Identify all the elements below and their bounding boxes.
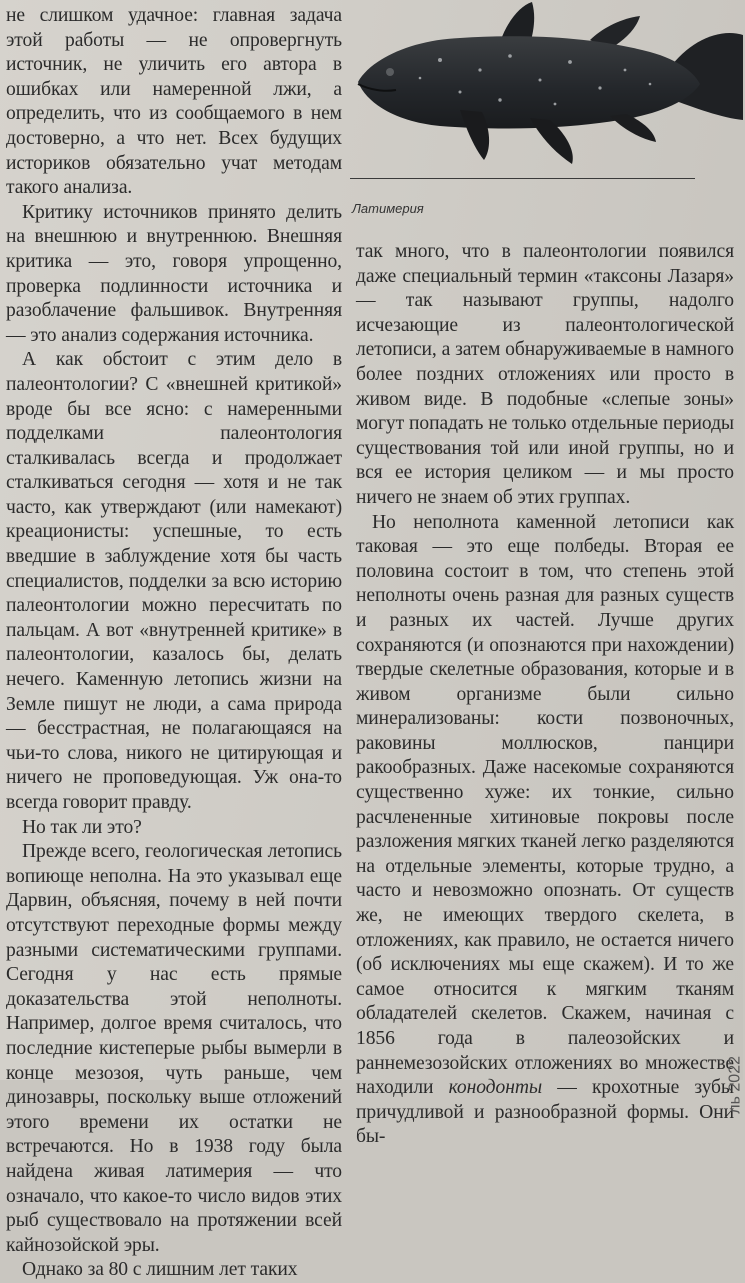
paragraph: так много, что в палеонтологии появился даже специальный термин «таксоны Лазаря» — так называют группы, надолго исчезающие из палеонтологической летописи, а затем обнаруживаемые в намного более поздних отложениях или просто в живом виде. В подобные «слепые зоны» могут попадать не только отдельные периоды существования той или иной группы, но и вся ее история целиком — и мы просто ничего не знаем об этих группах. — [356, 241, 734, 508]
term-italic: конодонты — [448, 1077, 543, 1099]
paragraph: Но так ли это? — [22, 816, 142, 838]
figure-coelacanth — [350, 0, 743, 222]
paragraph-text: Но неполнота каменной летописи как таковая — это еще полбеды. Вторая ее половина состоит в том, что степень этой неполноты очень разная для разных существ и разных их частей. Лучше других сохраняются (и опознаются при нахождении) твердые скелетные образования, которые и в живом организме были сильно минерализованы: кости позвоночных, раковины моллюсков, панцири ракообразных. Даже насекомые сохраняются существенно хуже: их тонкие, сильно расчлененные хитиновые покровы после разложения мягких тканей легко разделяются на отдельные элементы, которые трудно, а часто и невозможно опознать. От существ же, не имеющих твердого скелета, в отложениях, как правило, не остается ничего (об исключениях мы еще скажем). И то же самое относится к мягким тканям обладателей скелетов. Скажем, начиная с 1856 года в палеозойских и раннемезозойских отложениях во множестве находили — [356, 511, 734, 1099]
margin-date: ль 2022 — [727, 1056, 744, 1114]
figure-divider — [350, 178, 695, 179]
coelacanth-fish-illustration — [350, 0, 743, 178]
paragraph: Однако за 80 с лишним лет таких — [22, 1259, 298, 1281]
paragraph: не слишком удачное: главная задача этой работы — не опровергнуть источник, не уличить его автора в ошибках или намеренной лжи, а определить, что из сообщаемого в нем достоверно, а что нет. Всех будущих историков обязательно учат методам такого анализа. — [6, 5, 342, 199]
text-column-right — [356, 240, 734, 1150]
figure-caption: Латимерия — [352, 201, 424, 216]
paragraph-text: — крохотные зубы причудливой и разнообразной формы. Они бы- — [356, 1077, 734, 1148]
paragraph: А как обстоит с этим дело в палеонтологии? С «внешней критикой» вроде бы все ясно: с намеренными подделками палеонтология сталкивалась всегда и продолжает сталкиваться сегодня — хотя и не так часто, как утверждают (или намекают) креационисты: успешные, то есть введшие в заблуждение хотя бы часть специалистов, подделки за всю историю палеонтологии можно пересчитать по пальцам. А вот «внутренней критике» в палеонтологии, казалось бы, делать нечего. Каменную летопись жизни на Земле пишут не люди, а сама природа — бесстрастная, не полагающаяся на чьи-то слова, никого не цитирующая и ничего не проповедующая. Уж она-то всегда говорит правду. — [6, 349, 342, 813]
paragraph: Прежде всего, геологическая летопись вопиюще неполна. На это указывал еще Дарвин, объясняя, почему в ней почти отсутствуют переходные формы между разными систематическими группами. Сегодня у нас есть прямые доказательства этой неполноты. Например, долгое время считалось, что последние кистеперые рыбы вымерли в конце мезозоя, чуть раньше, чем динозавры, поскольку выше отложений этого времени их остатки не встречаются. Но в 1938 году была найдена живая латимерия — что означало, что какое-то число видов этих рыб существовало на протяжении всей кайнозойской эры. — [6, 841, 342, 1256]
paragraph: Критику источников принято делить на внешнюю и внутреннюю. Внешняя критика — это, говоря упрощенно, проверка подлинности источника и разоблачение фальшивок. Внутренняя — это анализ содержания источника. — [6, 201, 342, 346]
paragraph — [356, 511, 734, 1150]
text-column-left — [6, 4, 342, 1283]
